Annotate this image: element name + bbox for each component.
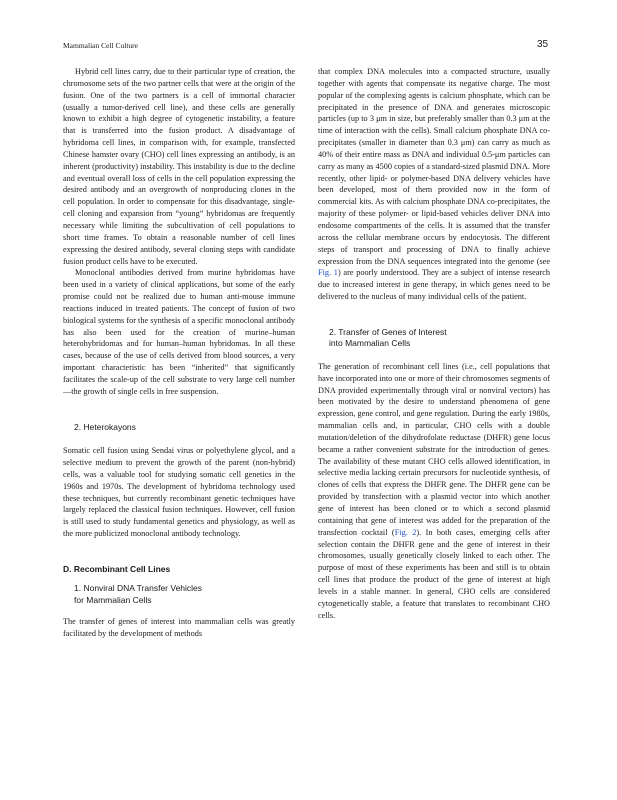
right-column — [318, 66, 550, 621]
paragraph-dna-complexing — [318, 66, 550, 303]
heading-nonviral-line2: for Mammalian Cells — [74, 594, 152, 605]
figure-2-link[interactable]: Fig. 2 — [394, 527, 417, 537]
paragraph-recombinant-text-a: The generation of recombinant cell lines (i.e., cell populations that have incorporated into one or more of their chromosomes segments of DNA provided experimentally through viral or nonviral vectors) has been motivated by the desire to understand phenomena of gene expression, gene control, and gene regulation. During the early 1980s, mammalian cells and, in particular, CHO cells with a double mutation/deletion of the dihydrofolate reductase (DHFR) gene locus became a rather convenient substrate for the introduction of genes. The availability of these mutant CHO cells allowed identification, in selective media lacking certain precursors for nucleotide synthesis, of clones of cells that express the DHFR gene. The DHFR gene can be provided by transfection with a plasmid vector into which another gene of interest has been cloned or to which a second plasmid containing that gene of interest was added for the preparation of the transfection cocktail ( — [318, 361, 550, 537]
heading-nonviral-line1: 1. Nonviral DNA Transfer Vehicles — [74, 583, 203, 594]
heading-transfer-line1: 2. Transfer of Genes of Interest — [329, 326, 447, 337]
heading-transfer-line2: into Mammalian Cells — [329, 338, 411, 349]
paragraph-dna-complexing-text-a: that complex DNA molecules into a compacted structure, usually together with agents that compensate its negative charge. The most popular of the complexing agents is calcium phosphate, which can be precipitated in the presence of DNA and generates microscopic particles (up to 3 μm in size, but preferably smaller than 0.3 μm at the time of interaction with the cells). Small calcium phosphate DNA co-precipitates (smaller in diameter than 0.3 μm) can carry as much as 40% of their entire mass as DNA and individual 0.5-μm particles can carry as many as 4500 copies of a standard-sized plasmid DNA. More recently, other lipid- or polymer-based DNA delivery vehicles have been developed, most of them provided now in the form of commercial kits. As with calcium phosphate DNA co-precipitates, the majority of these polymer- or lipid-based vehicles deliver DNA into endosome compartments of the cells. It is assumed that the transfer across the cellular membrane occurs by endocytosis. The different steps of transport and processing of DNA to finally achieve expression from the DNA sequences integrated into the genome (see — [318, 67, 550, 266]
heading-nonviral-dna-transfer — [74, 583, 295, 606]
paragraph-gene-transfer-methods: The transfer of genes of interest into mammalian cells was greatly facilitated by the development of methods — [63, 617, 295, 639]
heading-heterokayons: 2. Heterokayons — [74, 421, 136, 432]
running-title: Mammalian Cell Culture — [63, 41, 138, 50]
left-column — [63, 66, 295, 640]
paragraph-recombinant-generation — [318, 361, 550, 622]
page-number: 35 — [537, 39, 549, 50]
heading-transfer-of-genes — [329, 327, 550, 350]
paragraph-hybrid-cell-lines: Hybrid cell lines carry, due to their particular type of creation, the chromosome sets of the two partner cells that were at the origin of the fusion. One of the two partners is a cell of immortal character (usually a tumor-derived cell line), and these cells are generally known to exhibit a high degree of cytogenetic instability, a feature that is transferred into the fusion product. A disadvantage of hybridoma cell lines, in comparison with, for example, transfected Chinese hamster ovary (CHO) cell lines expressing an antibody, is an inherent (productivity) instability. This instability is due to the decline and eventual overall loss of cells in the cell population expressing the desired antibody and an overgrowth of nonproducing clones in the cell population. In order to compensate for this disadvantage, single-cell cloning and expansion from “young” hybridomas are frequently necessary while limiting the subcultivation of cell populations to short time frames. To obtain a reasonable number of cell lines expressing the desired antibody, several cloning steps with candidate fusion product cells have to be executed. — [63, 67, 295, 266]
paragraph-monoclonal-antibodies: Monoclonal antibodies derived from murine hybridomas have been used in a variety of clinical applications, but some of the early promise could not be realized due to human anti-mouse immune reactions induced in treated patients. The concept of fusion of two biological systems for the synthesis of a specific monoclonal antibody has also been used for the creation of murine–human heterohybridomas and for human–human hybridomas. In all these cases, because of the use of cells derived from blood sources, a very important characteristic has been “inherited” that significantly facilitates the scale-up of the cell substrate to very large cell number—the growth of single cells in free suspension. — [63, 268, 295, 396]
paragraph-dna-complexing-text-b: ) are poorly understood. They are a subject of intense research due to increased interest in gene therapy, in which genes need to be delivered to the nucleus of many individual cells of the patient. — [318, 268, 550, 302]
paragraph-recombinant-text-b: ). In both cases, emerging cells after selection contain the DHFR gene and the gene of interest in their chromosomes, usually genetically closely linked to each other. The purpose of most of these experiments has been and still is to obtain cell lines that produce the product of the gene of interest at high levels in a stable manner. In general, CHO cells are considered cytogenetically stable, a feature that translates to recombinant CHO cells. — [318, 527, 550, 620]
figure-1-link[interactable]: Fig. 1 — [318, 268, 338, 278]
heading-recombinant-cell-lines: D. Recombinant Cell Lines — [63, 563, 171, 574]
paragraph-somatic-cell-fusion: Somatic cell fusion using Sendai virus or polyethylene glycol, and a selective medium to prevent the growth of the parent (non-hybrid) cells, was a valuable tool for studying somatic cell genetics in the 1960s and 1970s. The development of hybridoma technology used these techniques, but currently recombinant genetic techniques have largely replaced the classical fusion techniques. However, cell fusion is still used to study fundamental genetics and physiology, as well as the more publicized monoclonal antibody technology. — [63, 446, 295, 539]
